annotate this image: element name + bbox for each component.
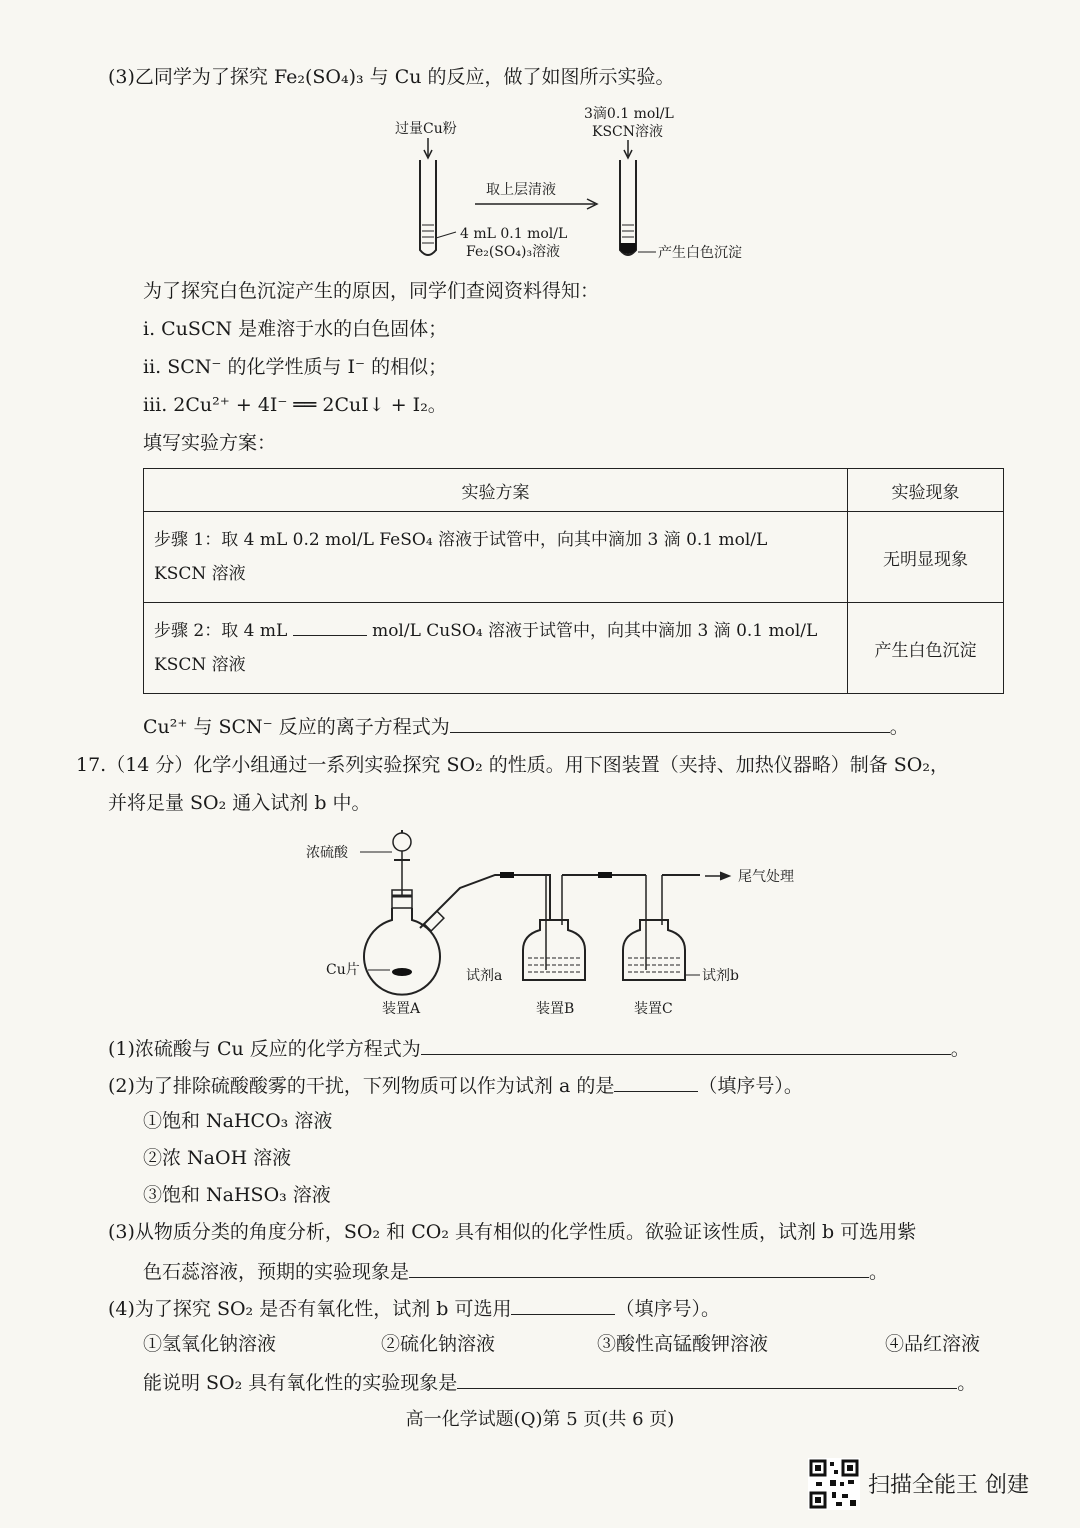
q17-p4: (4)为了探究 SO₂ 是否有氧化性，试剂 b 可选用 （填序号）。 — [108, 1294, 720, 1322]
info-lead: 为了探究白色沉淀产生的原因，同学们查阅资料得知： — [143, 280, 600, 302]
step-1: 步骤 1：取 4 mL 0.2 mol/L FeSO₄ 溶液于试管中，向其中滴加 3 滴 0.1 mol/L KSCN 溶液 — [144, 512, 848, 603]
kscn-label-2: KSCN溶液 — [592, 124, 664, 140]
info-3: ⅲ. 2Cu²⁺ + 4I⁻ ══ 2CuI↓ + I₂。 — [143, 394, 447, 416]
q17-p2: (2)为了排除硫酸酸雾的干扰，下列物质可以作为试剂 a 的是 （填序号）。 — [108, 1071, 803, 1099]
cu-powder-label: 过量Cu粉 — [395, 121, 457, 137]
experiment-table — [143, 468, 1004, 694]
page-footer: 高一化学试题(Q)第 5 页(共 6 页) — [405, 1409, 675, 1430]
option-2-2: ②浓 NaOH 溶液 — [143, 1147, 292, 1169]
bottle-b — [523, 920, 585, 980]
option-2-3: ③饱和 NaHSO₃ 溶液 — [143, 1184, 331, 1206]
q17-title-line1: 17.（14 分）化学小组通过一系列实验探究 SO₂ 的性质。用下图装置（夹持、加热仪器略）制备 SO₂， — [76, 754, 949, 776]
kscn-label-1: 3滴0.1 mol/L — [584, 106, 674, 122]
concentration-blank[interactable] — [293, 615, 367, 636]
q16-intro: (3)乙同学为了探究 Fe₂(SO₄)₃ 与 Cu 的反应，做了如图所示实验。 — [108, 66, 675, 88]
precipitate-label: 产生白色沉淀 — [658, 245, 742, 261]
test-tube-left — [420, 160, 436, 255]
device-b-label: 装置B — [536, 1001, 575, 1017]
test-tube-right — [620, 160, 636, 255]
device-a-label: 装置A — [382, 1001, 421, 1017]
arrow-label: 取上层清液 — [486, 182, 556, 198]
phenomenon-blank[interactable] — [409, 1257, 869, 1278]
reagent-b-blank[interactable] — [511, 1294, 615, 1315]
cu-sheet-label: Cu片 — [326, 962, 360, 978]
info-1: ⅰ. CuSCN 是难溶于水的白色固体； — [143, 318, 448, 340]
device-c-label: 装置C — [634, 1001, 673, 1017]
option-4-2: ②硫化钠溶液 — [381, 1333, 496, 1355]
solution-label-2: Fe₂(SO₄)₃溶液 — [466, 244, 561, 260]
ionic-equation-blank[interactable] — [450, 712, 890, 733]
q17-p1: (1)浓硫酸与 Cu 反应的化学方程式为 。 — [108, 1034, 970, 1062]
option-2-1: ①饱和 NaHCO₃ 溶液 — [143, 1110, 333, 1132]
step-2-result: 产生白色沉淀 — [848, 603, 1004, 694]
flask — [364, 908, 440, 995]
reagent-a-label: 试剂a — [466, 968, 503, 984]
q17-title-line2: 并将足量 SO₂ 通入试剂 b 中。 — [108, 792, 371, 814]
header-scheme: 实验方案 — [144, 469, 848, 512]
q17-p3-line1: (3)从物质分类的角度分析，SO₂ 和 CO₂ 具有相似的化学性质。欲验证该性质，试剂 b 可选用紫 — [108, 1221, 917, 1243]
q17-p4-line2: 能说明 SO₂ 具有氧化性的实验现象是 。 — [143, 1368, 976, 1396]
option-4-1: ①氢氧化钠溶液 — [143, 1333, 277, 1355]
solution-label-1: 4 mL 0.1 mol/L — [460, 226, 568, 242]
header-phenomenon: 实验现象 — [848, 469, 1004, 512]
step-1-result: 无明显现象 — [848, 512, 1004, 603]
info-2: ⅱ. SCN⁻ 的化学性质与 I⁻ 的相似； — [143, 356, 448, 378]
oxidizing-blank[interactable] — [457, 1368, 957, 1389]
scanner-brand: 扫描全能王 创建 — [868, 1473, 1029, 1498]
qr-code-icon — [808, 1458, 860, 1510]
reagent-a-blank[interactable] — [614, 1071, 698, 1092]
tail-gas-label: 尾气处理 — [738, 869, 794, 885]
q17-p3-line2: 色石蕊溶液，预期的实验现象是 。 — [143, 1257, 888, 1285]
apparatus-figure — [300, 820, 820, 1000]
option-4-4: ④品红溶液 — [885, 1333, 981, 1355]
equation-blank[interactable] — [421, 1034, 951, 1055]
ionic-equation-question: Cu²⁺ 与 SCN⁻ 反应的离子方程式为 。 — [143, 712, 909, 740]
option-4-3: ③酸性高锰酸钾溶液 — [597, 1333, 769, 1355]
acid-label: 浓硫酸 — [306, 845, 348, 861]
step-2: 步骤 2：取 4 mL mol/L CuSO₄ 溶液于试管中，向其中滴加 3 滴 0.1 mol/L KSCN 溶液 — [144, 603, 848, 694]
fill-prompt: 填写实验方案： — [143, 432, 277, 454]
bottle-c — [623, 920, 685, 980]
reagent-b-label: 试剂b — [702, 968, 739, 984]
